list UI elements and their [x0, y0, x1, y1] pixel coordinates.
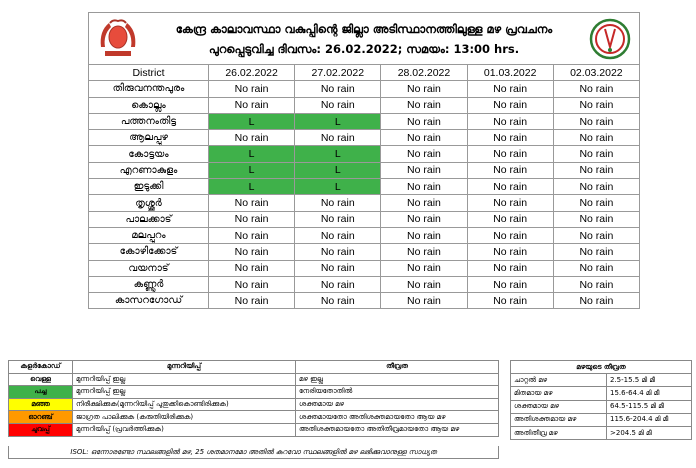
table-row [89, 260, 640, 276]
forecast-cell: No rain [467, 146, 553, 162]
date-column-header: 28.02.2022 [381, 65, 467, 81]
forecast-cell: No rain [467, 276, 553, 292]
forecast-cell: No rain [467, 227, 553, 243]
legend-header-intensity: തീവ്രത [296, 361, 499, 374]
forecast-cell: No rain [381, 293, 467, 309]
forecast-cell: No rain [295, 293, 381, 309]
forecast-cell: No rain [553, 130, 639, 146]
forecast-cell: No rain [381, 276, 467, 292]
table-row [89, 130, 640, 146]
forecast-cell: No rain [381, 211, 467, 227]
district-name: വയനാട് [89, 260, 209, 276]
forecast-cell: No rain [381, 227, 467, 243]
forecast-cell: No rain [295, 244, 381, 260]
intensity-text: ശക്തമായതോ അതിശക്തമായതോ ആയ മഴ [296, 411, 499, 424]
rainfall-category: ചാറ്റൽ മഴ [511, 374, 607, 387]
forecast-cell: No rain [553, 113, 639, 129]
forecast-cell: L [209, 179, 295, 195]
forecast-cell: No rain [553, 195, 639, 211]
color-code-swatch: പച്ച [9, 386, 73, 399]
forecast-cell: No rain [467, 244, 553, 260]
forecast-cell: L [295, 113, 381, 129]
rainfall-category: അതിശക്തമായ മഴ [511, 413, 607, 426]
forecast-cell: No rain [381, 113, 467, 129]
table-row [89, 227, 640, 243]
warning-text: ജാഗ്രത പാലിക്കുക (കരുതിയിരിക്കുക) [73, 411, 296, 424]
date-column-header: 26.02.2022 [209, 65, 295, 81]
rainfall-row [511, 413, 692, 426]
table-row [89, 97, 640, 113]
forecast-cell: L [295, 179, 381, 195]
forecast-cell: No rain [209, 244, 295, 260]
table-row [89, 244, 640, 260]
forecast-cell: No rain [553, 179, 639, 195]
forecast-cell: No rain [467, 195, 553, 211]
district-forecast-table [88, 64, 640, 309]
district-name: കോഴിക്കോട് [89, 244, 209, 260]
forecast-cell: No rain [467, 211, 553, 227]
forecast-cell: L [295, 162, 381, 178]
forecast-cell: No rain [553, 81, 639, 97]
forecast-cell: No rain [381, 146, 467, 162]
district-name: കൊല്ലം [89, 97, 209, 113]
forecast-cell: No rain [381, 81, 467, 97]
forecast-cell: No rain [553, 162, 639, 178]
forecast-cell: No rain [209, 81, 295, 97]
district-name: പത്തനംതിട്ട [89, 113, 209, 129]
district-name: കാസറഗോഡ് [89, 293, 209, 309]
forecast-cell: No rain [295, 276, 381, 292]
color-code-legend-table [8, 360, 499, 437]
forecast-cell: No rain [467, 130, 553, 146]
intensity-text: അതിശക്തമായതോ അതിതീവ്രമായതോ ആയ മഴ [296, 423, 499, 436]
rainfall-range: >204.5 മി മീ [607, 426, 692, 439]
forecast-cell: No rain [381, 244, 467, 260]
rainfall-row [511, 426, 692, 439]
district-name: പാലക്കാട് [89, 211, 209, 227]
forecast-cell: No rain [553, 227, 639, 243]
district-name: മലപ്പുറം [89, 227, 209, 243]
forecast-cell: No rain [467, 293, 553, 309]
table-row [89, 195, 640, 211]
rainfall-range: 115.6-204.4 മി മീ [607, 413, 692, 426]
forecast-cell: No rain [209, 195, 295, 211]
forecast-cell: No rain [381, 162, 467, 178]
forecast-cell: No rain [553, 97, 639, 113]
warning-text: നിരീക്ഷിക്കുക(മുന്നറിയിപ്പ് പുതുക്കികൊണ്ടിരിക്കുക) [73, 398, 296, 411]
date-column-header: 01.03.2022 [467, 65, 553, 81]
rainfall-category: മിതമായ മഴ [511, 387, 607, 400]
forecast-cell: No rain [553, 211, 639, 227]
forecast-cell: No rain [381, 195, 467, 211]
table-row [89, 113, 640, 129]
forecast-cell: No rain [381, 260, 467, 276]
legend-row [9, 423, 499, 436]
district-name: ഇടുക്കി [89, 179, 209, 195]
color-code-swatch: മഞ്ഞ [9, 398, 73, 411]
forecast-cell: No rain [467, 162, 553, 178]
forecast-cell: No rain [209, 260, 295, 276]
forecast-cell: No rain [553, 276, 639, 292]
forecast-cell: No rain [553, 146, 639, 162]
forecast-cell: L [295, 146, 381, 162]
kerala-emblem-logo [95, 17, 141, 61]
rainfall-intensity-table [510, 360, 692, 440]
legend-header-color-code: കളർകോഡ് [9, 361, 73, 374]
forecast-cell: No rain [209, 211, 295, 227]
district-name: തിരുവനന്തപുരം [89, 81, 209, 97]
forecast-cell: No rain [467, 81, 553, 97]
forecast-cell: No rain [209, 130, 295, 146]
rainfall-range: 2.5-15.5 മി മീ [607, 374, 692, 387]
rainfall-range: 64.5-115.5 മി മീ [607, 400, 692, 413]
district-name: കണ്ണൂർ [89, 276, 209, 292]
forecast-cell: No rain [209, 97, 295, 113]
forecast-cell: No rain [467, 113, 553, 129]
rainfall-row [511, 400, 692, 413]
forecast-cell: No rain [209, 276, 295, 292]
forecast-cell: No rain [467, 260, 553, 276]
color-code-swatch: ചുവപ്പ് [9, 423, 73, 436]
rainfall-category: ശക്തമായ മഴ [511, 400, 607, 413]
forecast-cell: No rain [295, 130, 381, 146]
forecast-cell: No rain [381, 130, 467, 146]
forecast-cell: No rain [381, 97, 467, 113]
date-column-header: 02.03.2022 [553, 65, 639, 81]
forecast-cell: L [209, 162, 295, 178]
rainfall-header-row [511, 361, 692, 374]
forecast-cell: L [209, 113, 295, 129]
rainfall-range: 15.6-64.4 മി മീ [607, 387, 692, 400]
intensity-text: നേരിയതോതിൽ [296, 386, 499, 399]
forecast-cell: No rain [295, 195, 381, 211]
forecast-cell: No rain [209, 227, 295, 243]
date-column-header: 27.02.2022 [295, 65, 381, 81]
district-name: ആലപ്പുഴ [89, 130, 209, 146]
forecast-cell: No rain [467, 97, 553, 113]
legend-row [9, 386, 499, 399]
isol-footnote: ISOL: ഒന്നോരണ്ടോ സ്ഥലങ്ങളിൽ മഴ, 25 ശതമാനമോ അതിൽ കുറവോ സ്ഥലങ്ങളിൽ മഴ ലഭിക്കുവാനുള്ള സാധ്യത [8, 446, 499, 459]
color-code-swatch: ഓറഞ്ച് [9, 411, 73, 424]
report-title: കേന്ദ്ര കാലാവസ്ഥാ വകുപ്പിന്റെ ജില്ലാ അടിസ്ഥാനത്തിലുള്ള മഴ പ്രവചനം [175, 22, 553, 36]
rainfall-category: അതിതീവ്ര മഴ [511, 426, 607, 439]
forecast-cell: No rain [553, 244, 639, 260]
rainfall-row [511, 374, 692, 387]
forecast-cell: No rain [209, 293, 295, 309]
forecast-cell: No rain [553, 293, 639, 309]
legend-row [9, 398, 499, 411]
district-name: തൃശ്ശൂർ [89, 195, 209, 211]
legend-row [9, 373, 499, 386]
forecast-cell: No rain [295, 227, 381, 243]
forecast-cell: No rain [295, 97, 381, 113]
district-column-header: District [89, 65, 209, 81]
table-row [89, 179, 640, 195]
legend-header-warning: മുന്നറിയിപ്പ് [73, 361, 296, 374]
intensity-text: മഴ ഇല്ല [296, 373, 499, 386]
forecast-cell: No rain [553, 260, 639, 276]
warning-text: മുന്നറിയിപ്പ് ഇല്ല [73, 373, 296, 386]
forecast-cell: No rain [295, 211, 381, 227]
forecast-cell: No rain [295, 260, 381, 276]
forecast-cell: No rain [381, 179, 467, 195]
warning-text: മുന്നറിയിപ്പ് ഇല്ല [73, 386, 296, 399]
legend-row [9, 411, 499, 424]
report-header [88, 12, 640, 64]
forecast-cell: No rain [467, 179, 553, 195]
table-row [89, 276, 640, 292]
issue-date-time: പുറപ്പെടുവിച്ച ദിവസം: 26.02.2022; സമയം: 13:00 hrs. [208, 42, 520, 56]
table-row [89, 293, 640, 309]
forecast-cell: L [209, 146, 295, 162]
color-code-swatch: വെള്ള [9, 373, 73, 386]
forecast-header-row [89, 65, 640, 81]
table-row [89, 162, 640, 178]
rainfall-row [511, 387, 692, 400]
intensity-text: ശക്തമായ മഴ [296, 398, 499, 411]
warning-text: മുന്നറിയിപ്പ് (പ്രവർത്തിക്കുക) [73, 423, 296, 436]
forecast-cell: No rain [295, 81, 381, 97]
table-row [89, 81, 640, 97]
table-row [89, 146, 640, 162]
rainfall-header: മഴയുടെ തീവ്രത [511, 361, 692, 374]
district-name: എറണാകുളം [89, 162, 209, 178]
legend-header-row [9, 361, 499, 374]
table-row [89, 211, 640, 227]
district-name: കോട്ടയം [89, 146, 209, 162]
imd-logo [587, 17, 633, 61]
